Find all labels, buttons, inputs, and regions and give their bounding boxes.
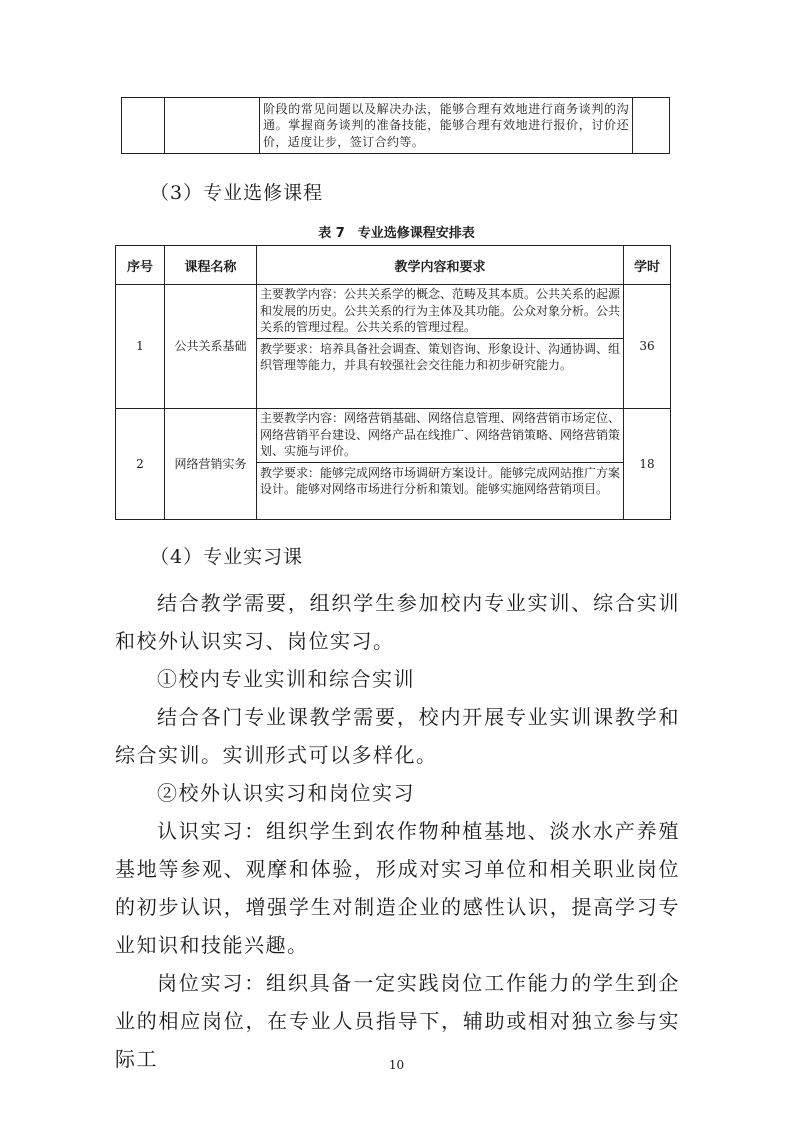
header-course-name: 课程名称 xyxy=(165,246,257,285)
section-heading: （3）专业选修课程 xyxy=(150,182,324,204)
section-heading: （4）专业实习课 xyxy=(150,546,304,568)
row-content-cell xyxy=(257,409,624,520)
header-content: 教学内容和要求 xyxy=(257,246,624,285)
row-hours: 36 xyxy=(624,285,671,409)
header-hours: 学时 xyxy=(624,246,671,285)
row-hours: 18 xyxy=(624,409,671,520)
table-cell xyxy=(260,98,633,154)
header-no: 序号 xyxy=(116,246,165,285)
row-no: 2 xyxy=(116,409,165,520)
course-description: 阶段的常见问题以及解决办法，能够合理有效地进行商务谈判的沟通。掌握商务谈判的准备技能，能够合理有效地进行报价，讨价还价，适度让步，签订合约等。 xyxy=(263,101,629,149)
elective-course-table xyxy=(115,245,671,520)
row-course-name: 公共关系基础 xyxy=(165,285,257,409)
continued-table xyxy=(121,97,670,154)
table-cell xyxy=(633,98,670,154)
table-row xyxy=(116,285,671,409)
table-cell xyxy=(165,98,260,154)
paragraph: 结合各门专业课教学需要，校内开展专业实训课教学和综合实训。实训形式可以多样化。 xyxy=(115,705,680,767)
table-row xyxy=(116,409,671,520)
paragraph: 认识实习：组织学生到农作物种植基地、淡水水产养殖基地等参观、观摩和体验，形成对实习单位和相关职业岗位的初步认识，增强学生对制造企业的感性认识，提高学习专业知识和技能兴趣。 xyxy=(115,819,680,957)
page-number: 10 xyxy=(388,1058,405,1072)
row-content: 主要教学内容：公共关系学的概念、范畴及其本质。公共关系的起源和发展的历史。公共关系的行为主体及其功能。公众对象分析。公共关系的管理过程。公共关系的管理过程。 xyxy=(257,285,623,339)
row-content: 主要教学内容：网络营销基础、网络信息管理、网络营销市场定位、网络营销平台建设、网络产品在线推广、网络营销策略、网络营销策划、实施与评价。 xyxy=(257,409,623,463)
subheading: ②校外认识实习和岗位实习 xyxy=(157,781,415,805)
paragraph: 结合教学需要，组织学生参加校内专业实训、综合实训和校外认识实习、岗位实习。 xyxy=(115,591,680,653)
table-cell xyxy=(122,98,165,154)
paragraph: 岗位实习：组织具备一定实践岗位工作能力的学生到企业的相应岗位，在专业人员指导下，辅助或相对独立参与实际工 xyxy=(115,971,680,1071)
row-no: 1 xyxy=(116,285,165,409)
row-requirement: 教学要求：能够完成网络市场调研方案设计。能够完成网站推广方案设计。能够对网络市场进行分析和策划。能够实施网络营销项目。 xyxy=(260,465,621,496)
row-content-cell xyxy=(257,285,624,409)
subheading: ①校内专业实训和综合实训 xyxy=(157,667,415,691)
row-course-name: 网络营销实务 xyxy=(165,409,257,520)
row-requirement: 教学要求：培养具备社会调查、策划咨询、形象设计、沟通协调、组织管理等能力，并具有较强社会交往能力和初步研究能力。 xyxy=(260,341,621,372)
table-caption: 表 7 专业选修课程安排表 xyxy=(318,226,475,241)
